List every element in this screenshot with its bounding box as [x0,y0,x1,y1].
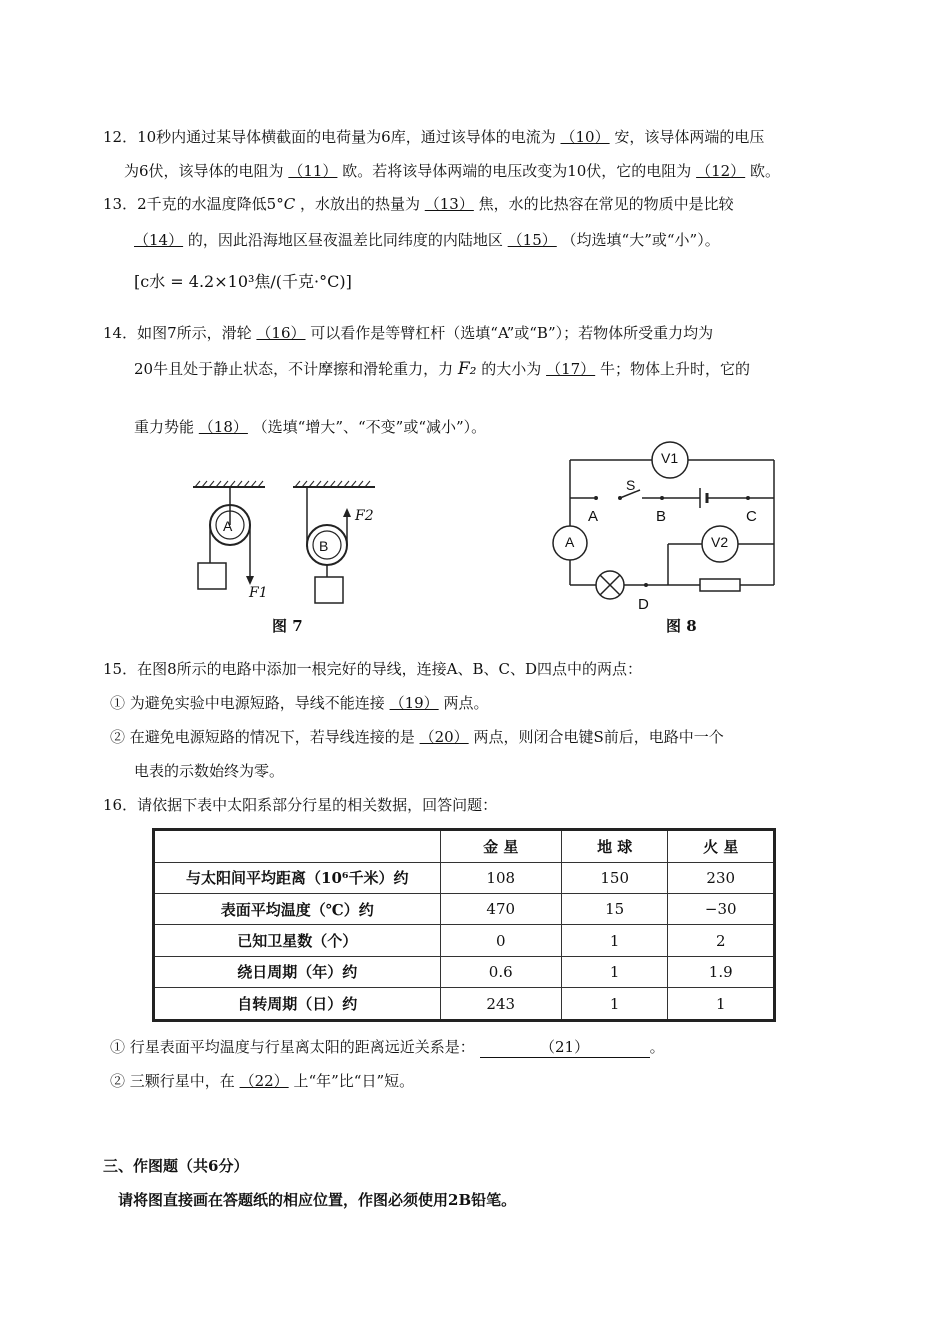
voltmeter-v1-label: V1 [661,450,679,466]
blank-14: （14） [134,231,184,249]
q14-text: 的大小为 [481,360,542,378]
figure-7-caption: 图 7 [272,617,303,635]
q12-text: 安，该导体两端的电压 [614,128,765,146]
blank-19: （19） [389,694,439,712]
blank-16: （16） [256,324,306,342]
table-cell: 1 [668,988,775,1021]
planet-data-table [152,828,776,1022]
celsius-unit: °C [276,195,296,213]
q16-text: 16．请依据下表中太阳系部分行星的相关数据，回答问题： [103,796,498,814]
q13-line2 [134,230,720,250]
table-header-row [154,830,775,863]
q15-text: ② 在避免电源短路的情况下，若导线连接的是 [110,728,415,746]
q12-text: 12．10秒内通过某导体横截面的电荷量为6库，通过该导体的电流为 [103,128,556,146]
blank-17: （17） [546,360,596,378]
row-label: 自转周期（日）约 [154,988,441,1021]
circuit-diagram [550,440,790,640]
figure-8-caption: 图 8 [666,617,697,635]
table-row [154,894,775,925]
q15-line1 [103,659,642,679]
q13-text: ，水放出的热量为 [299,195,420,213]
table-row [154,956,775,987]
blank-21-label: （21） [540,1038,590,1056]
force-f2: F₂ [457,359,477,379]
row-label: 表面平均温度（℃）约 [154,894,441,925]
figure-8 [550,440,790,640]
q13-text: 的，因此沿海地区昼夜温差比同纬度的内陆地区 [187,231,503,249]
point-d-label: D [638,596,649,613]
q13-formula [134,272,352,292]
q16-text: ② 三颗行星中，在 [110,1072,235,1090]
q16-text: 上“年”比“日”短。 [293,1072,415,1090]
pulley-b-label: B [319,538,329,554]
table-cell: 470 [440,894,561,925]
q15-text: 电表的示数始终为零。 [134,762,285,780]
q15-text: 两点。 [443,694,489,712]
table-cell: 15 [561,894,668,925]
blank-12: （12） [696,162,746,180]
q13-text: 焦，水的比热容在常见的物质中是比较 [478,195,734,213]
q14-text: 重力势能 [134,418,195,436]
q15-item2 [110,727,724,747]
q14-text: 可以看作是等臂杠杆（选填“A”或“B”）；若物体所受重力均为 [310,324,714,342]
table-cell: 1 [561,988,668,1021]
q16-item2 [110,1071,414,1091]
q12-line2 [124,161,780,181]
point-c-label: C [746,508,757,525]
table-cell: 1 [561,925,668,956]
q14-line1 [103,323,713,343]
q13-text: （均选填“大”或“小”）。 [561,231,720,249]
blank-21 [480,1037,650,1058]
q12-text: 为6伏，该导体的电阻为 [124,162,284,180]
table-cell: 2 [668,925,775,956]
q12-text: 欧。若将该导体两端的电压改变为10伏，它的电阻为 [342,162,692,180]
table-cell: 108 [440,862,561,893]
q16-item1 [110,1037,665,1058]
q14-text: （选填“增大”、“不变”或“减小”）。 [252,418,487,436]
table-cell: −30 [668,894,775,925]
table-header: 火 星 [668,830,775,863]
q14-text: 牛；物体上升时，它的 [599,360,750,378]
table-cell: 0 [440,925,561,956]
q16-text: 。 [649,1038,665,1056]
q13-line1 [103,194,734,214]
q15-text: 两点，则闭合电键S前后，电路中一个 [473,728,724,746]
table-row [154,862,775,893]
row-label: 绕日周期（年）约 [154,956,441,987]
table-cell: 150 [561,862,668,893]
blank-13: （13） [424,195,474,213]
voltmeter-v2-label: V2 [711,534,729,550]
section-3-instruction: 请将图直接画在答题纸的相应位置，作图必须使用2B铅笔。 [118,1191,517,1209]
blank-11: （11） [288,162,338,180]
q15-item2-cont [134,761,284,781]
q13-text: 13．2千克的水温度降低5 [103,195,277,213]
force-f2-label: F2 [355,508,374,524]
table-header [154,830,441,863]
switch-label: S [626,477,636,493]
blank-22: （22） [239,1072,289,1090]
blank-15: （15） [507,231,557,249]
ammeter-label: A [565,534,575,550]
blank-20: （20） [419,728,469,746]
q14-text: 20牛且处于静止状态，不计摩擦和滑轮重力，力 [134,360,454,378]
table-row [154,988,775,1021]
specific-heat-formula: [c水 = 4.2×10³焦/(千克·°C)] [134,272,352,291]
force-f1-label: F1 [249,585,268,601]
table-row [154,925,775,956]
q15-text: 15．在图8所示的电路中添加一根完好的导线，连接A、B、C、D四点中的两点： [103,660,642,678]
pulley-a-label: A [223,518,233,534]
table-cell: 1.9 [668,956,775,987]
q12-text: 欧。 [749,162,780,180]
row-label: 已知卫星数（个） [154,925,441,956]
q14-text: 14．如图7所示，滑轮 [103,324,252,342]
figure-7 [185,475,385,640]
table-header: 地 球 [561,830,668,863]
point-b-label: B [656,508,667,525]
q15-item1 [110,693,488,713]
q16-text: ① 行星表面平均温度与行星离太阳的距离远近关系是： [110,1038,475,1056]
row-label: 与太阳间平均距离（10⁶千米）约 [154,862,441,893]
section-3-title: 三、作图题（共6分） [103,1157,249,1175]
q14-line2 [134,359,750,379]
table-cell: 230 [668,862,775,893]
table-header: 金 星 [440,830,561,863]
q15-text: ① 为避免实验中电源短路，导线不能连接 [110,694,385,712]
point-a-label: A [588,508,599,525]
q12-line1 [103,127,764,147]
table-cell: 1 [561,956,668,987]
table-cell: 0.6 [440,956,561,987]
blank-10: （10） [560,128,610,146]
q14-line3 [134,417,486,437]
table-cell: 243 [440,988,561,1021]
blank-18: （18） [198,418,248,436]
q16-line1 [103,795,497,815]
